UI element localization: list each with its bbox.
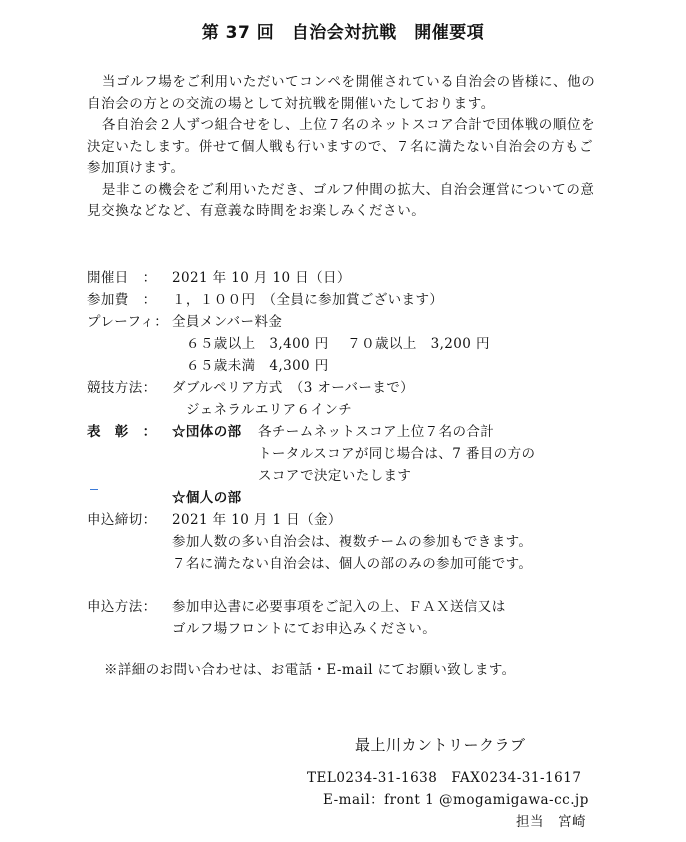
club-name: 最上川カントリークラブ (355, 736, 526, 754)
tel-fax: TEL0234-31-1638 FAX0234-31-1617 (307, 770, 582, 786)
intro-paragraph: 是非この機会をご利用いただき、ゴルフ仲間の拡大、自治会運営についての意見交換などなど、有意義な時間をお楽しみください。 (87, 181, 595, 219)
fee-value: １，１００円 （全員に参加賞ございます） (172, 292, 444, 308)
method-value: ダブルペリア方式 （3 オーバーまで） (172, 380, 415, 396)
fee-label: 参加費 ： (87, 292, 157, 308)
deadline-label: 申込締切： (87, 512, 157, 528)
playfee-label: プレーフィ： (87, 314, 169, 330)
method-line: ジェネラルエリア６インチ (186, 402, 353, 418)
intro-paragraph: 当ゴルフ場をご利用いただいてコンペを開催されている自治会の皆様に、他の自治会の方との交流の場として対抗戦を開催いたしております。 (87, 74, 596, 112)
playfee-line: ６５歳未満 4,300 円 (186, 358, 329, 374)
deadline-line: 参加人数の多い自治会は、複数チームの参加もできます。 (172, 534, 533, 550)
apply-line: ゴルフ場フロントにてお申込みください。 (172, 621, 437, 637)
blue-dash-mark (90, 489, 98, 490)
page-title: 第 37 回 自治会対抗戦 開催要項 (201, 23, 485, 43)
intro-text (87, 72, 607, 223)
deadline-line: ７名に満たない自治会は、個人の部のみの参加可能です。 (172, 556, 533, 572)
award-label: 表 彰 ： (87, 424, 157, 440)
team-award-line: 各チームネットスコア上位７名の合計 (258, 424, 495, 440)
deadline-value: 2021 年 10 月 1 日（金） (172, 512, 342, 528)
email-address: E-mail：front 1 @mogamigawa-cc.jp (323, 792, 589, 808)
apply-label: 申込方法： (87, 599, 157, 615)
inquiry-note: ※詳細のお問い合わせは、お電話・E-mail にてお願い致します。 (104, 662, 516, 678)
team-award-line: スコアで決定いたします (258, 468, 412, 484)
intro-paragraph: 各自治会２人ずつ組合せをし、上位７名のネットスコア合計で団体戦の順位を決定いたします。併せて個人戦も行いますので、７名に満たない自治会の方もご参加頂けます。 (87, 117, 596, 176)
contact-person: 担当 宮崎 (516, 814, 586, 830)
date-value: 2021 年 10 月 10 日（日） (172, 270, 351, 286)
individual-award-heading: ☆個人の部 (172, 490, 242, 506)
team-award-heading: ☆団体の部 (172, 424, 242, 440)
playfee-line: ６５歳以上 3,400 円 ７０歳以上 3,200 円 (186, 336, 490, 352)
apply-value: 参加申込書に必要事項をご記入の上、ＦＡＸ送信又は (172, 599, 506, 615)
playfee-value: 全員メンバー料金 (172, 314, 283, 330)
method-label: 競技方法： (87, 380, 157, 396)
date-label: 開催日 ： (87, 270, 157, 286)
team-award-line: トータルスコアが同じ場合は、7 番目の方の (258, 446, 536, 462)
